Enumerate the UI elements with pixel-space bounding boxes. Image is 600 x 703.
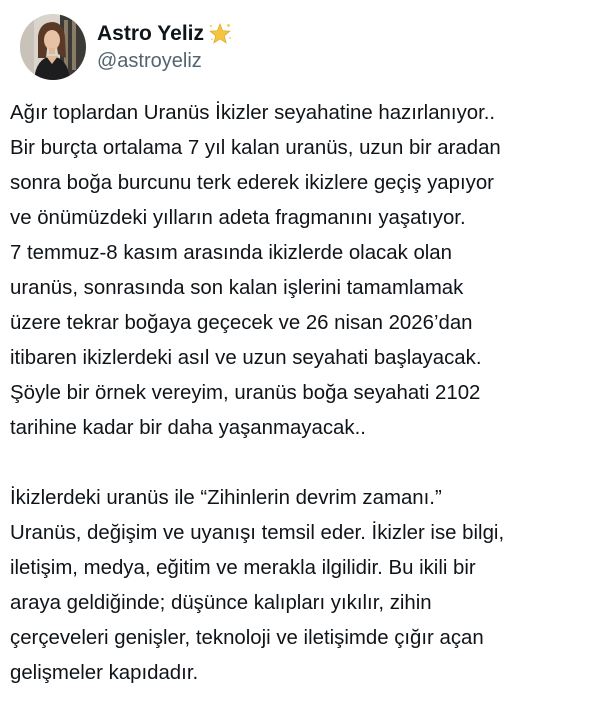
post-text-line: İkizlerdeki uranüs ile “Zihinlerin devrim zamanı.” xyxy=(10,487,442,509)
profile-photo-avatar-icon xyxy=(20,14,86,80)
post-text-line: çerçeveleri genişler, teknoloji ve iletişimde çığır açan xyxy=(10,627,484,649)
post-text-line: Uranüs, değişim ve uyanışı temsil eder. İkizler ise bilgi, xyxy=(10,522,505,544)
post-text-line: tarihine kadar bir daha yaşanmayacak.. xyxy=(10,417,366,439)
post-text-line: iletişim, medya, eğitim ve merakla ilgilidir. Bu ikili bir xyxy=(10,557,476,579)
avatar[interactable] xyxy=(20,14,86,80)
post-text-line: araya geldiğinde; düşünce kalıpları yıkılır, zihin xyxy=(10,592,432,614)
post-text-line: ve önümüzdeki yılların adeta fragmanını yaşatıyor. xyxy=(10,207,466,229)
star-sparkle-icon xyxy=(207,21,233,47)
paragraph-spacer xyxy=(10,446,596,481)
post-text-line: sonra boğa burcunu terk ederek ikizlere geçiş yapıyor xyxy=(10,172,494,194)
post-header xyxy=(20,14,233,80)
post-text-line: üzere tekrar boğaya geçecek ve 26 nisan 2026’dan xyxy=(10,312,473,334)
post-text-line: 7 temmuz-8 kasım arasında ikizlerde olacak olan xyxy=(10,242,452,264)
post-text-line: Ağır toplardan Uranüs İkizler seyahatine hazırlanıyor.. xyxy=(10,102,496,124)
post-paragraph-2 xyxy=(10,481,596,691)
author-name-row[interactable] xyxy=(97,21,233,47)
post-text-line: gelişmeler kapıdadır. xyxy=(10,662,199,684)
post-text xyxy=(10,96,596,691)
post-text-line: uranüs, sonrasında son kalan işlerini tamamlamak xyxy=(10,277,464,299)
post-paragraph-1 xyxy=(10,96,596,446)
author-names xyxy=(97,21,233,74)
post-text-line: itibaren ikizlerdeki asıl ve uzun seyahati başlayacak. xyxy=(10,347,482,369)
author-handle[interactable]: @astroyeliz xyxy=(97,49,202,72)
post-text-line: Şöyle bir örnek vereyim, uranüs boğa seyahati 2102 xyxy=(10,382,481,404)
author-display-name[interactable]: Astro Yeliz xyxy=(97,21,204,45)
post-text-line: Bir burçta ortalama 7 yıl kalan uranüs, uzun bir aradan xyxy=(10,137,501,159)
